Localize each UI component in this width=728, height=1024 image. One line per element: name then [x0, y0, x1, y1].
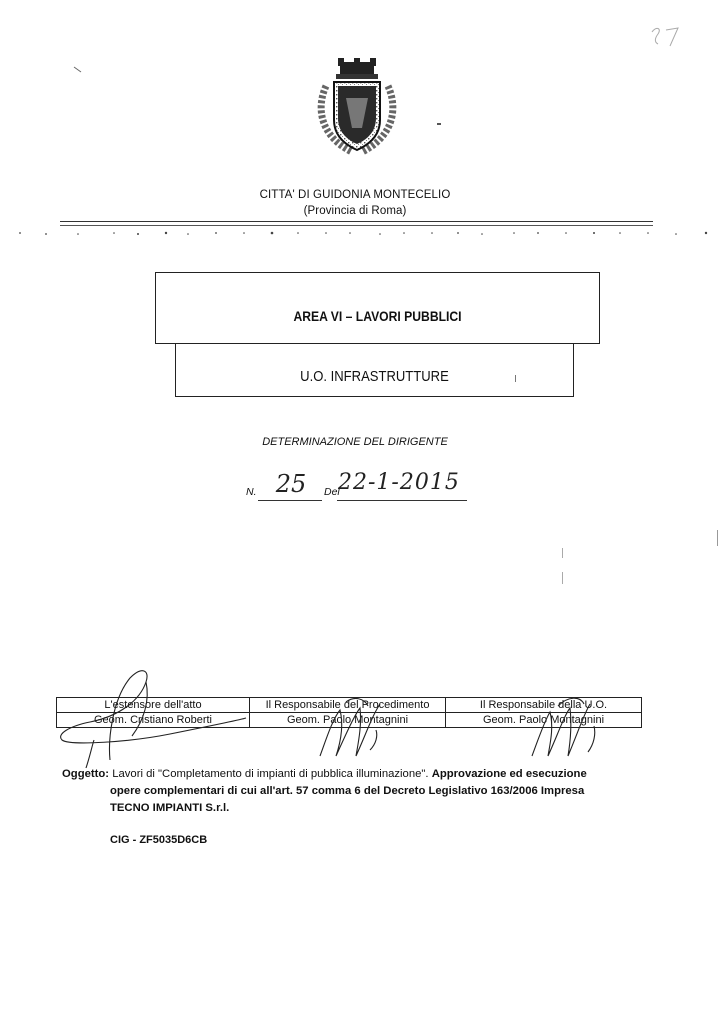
subject-text-bold-1: Approvazione ed esecuzione: [431, 768, 587, 780]
number-underline: [258, 500, 322, 501]
header-rule-thick: [60, 221, 653, 222]
drafter-name: Geom. Cristiano Roberti: [57, 713, 250, 728]
number-handwritten: 25: [275, 470, 307, 498]
procedure-manager-header: Il Responsabile del Procedimento: [250, 698, 446, 713]
cig-code: CIG - ZF5035D6CB: [110, 834, 208, 846]
unit-title: U.O. INFRASTRUTTURE: [300, 369, 449, 385]
stray-dot: [437, 123, 441, 125]
subject-label: Oggetto:: [62, 768, 110, 780]
city-name: CITTA' DI GUIDONIA MONTECELIO: [259, 189, 451, 201]
date-label: Del: [324, 486, 340, 498]
unit-manager-header: Il Responsabile della U.O.: [446, 698, 642, 713]
scan-mark: [515, 375, 516, 382]
signature-table: [56, 697, 642, 728]
page-number-handwritten: [648, 24, 684, 52]
area-title: AREA VI – LAVORI PUBBLICI: [293, 309, 462, 324]
unit-manager-name: Geom. Paolo Montagnini: [446, 713, 642, 728]
municipal-crest-icon: [312, 58, 402, 158]
number-label: N.: [246, 486, 257, 498]
scan-mark: [562, 548, 563, 558]
area-box: [155, 272, 600, 344]
scan-mark: [717, 530, 718, 546]
signature-header-row: [57, 698, 642, 713]
dotted-separator: [16, 228, 716, 238]
header-rule-thin: [60, 225, 653, 226]
province-name: (Provincia di Roma): [303, 205, 407, 217]
subject-text-bold-2: opere complementari di cui all'art. 57 comma 6 del Decreto Legislativo 163/2006 Impresa: [110, 785, 585, 797]
signature-name-row: [57, 713, 642, 728]
date-handwritten: 22-1-2015: [338, 470, 460, 495]
subject-block: [62, 766, 714, 817]
date-underline: [337, 500, 467, 501]
scan-mark: [562, 572, 563, 584]
drafter-header: L'estensore dell'atto: [57, 698, 250, 713]
procedure-manager-name: Geom. Paolo Montagnini: [250, 713, 446, 728]
subject-text: Lavori di "Completamento di impianti di pubblica illuminazione".: [112, 768, 429, 780]
subject-text-bold-3: TECNO IMPIANTI S.r.l.: [110, 802, 230, 814]
determination-title: DETERMINAZIONE DEL DIRIGENTE: [262, 436, 448, 448]
stray-mark: [73, 66, 83, 74]
unit-box: [175, 343, 574, 397]
